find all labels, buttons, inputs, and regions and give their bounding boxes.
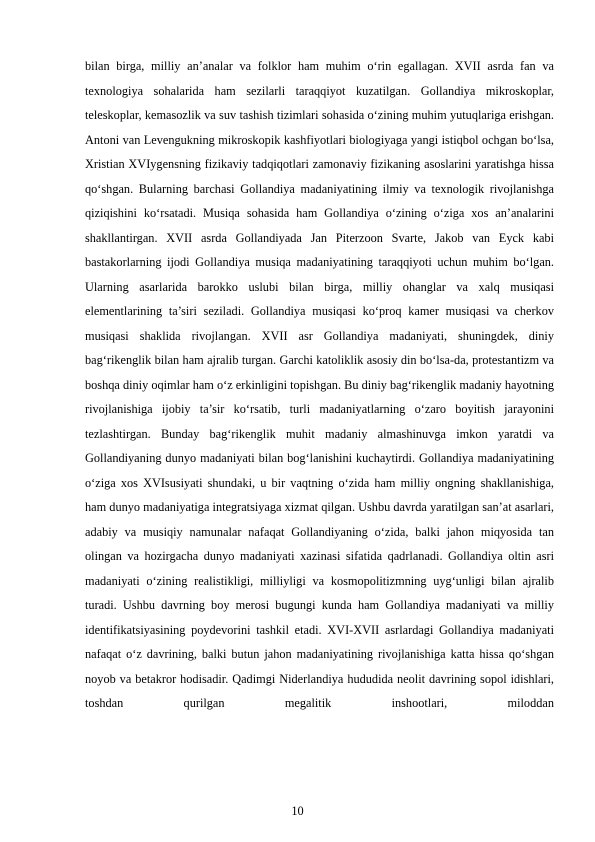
body-paragraph: bilan birga, milliy an’analar va folklor ham muhim o‘rin egallagan. XVII asrda fan va texnologiya sohalarida ham sezilarli taraqqiyot kuzatilgan. Gollandiya mikroskoplar, teleskoplar, kemasozlik va suv tashish tizimlari sohasida o‘zining muhim yutuqlariga erishgan. Antoni van Levengukning mikroskopik kashfiyotlari biologiyaga yangi istiqbol ochgan bo‘lsa, Xristian XVIygensning fizikaviy tadqiqotlari zamonaviy fizikaning asoslarini yaratishga hissa qo‘shgan. Bularning barchasi Gollandiya madaniyatining ilmiy va texnologik rivojlanishga qiziqishini ko‘rsatadi. Musiqa sohasida ham Gollandiya o‘zining o‘ziga xos an’analarini shakllantirgan. XVII asrda Gollandiyada Jan Piterzoon Svarte, Jakob van Eyck kabi bastakorlarning ijodi Gollandiya musiqa madaniyatining taraqqiyoti uchun muhim bo‘lgan. Ularning asarlarida barokko uslubi bilan birga, milliy ohanglar va xalq musiqasi elementlarining ta’siri seziladi. Gollandiya musiqasi ko‘proq kamer musiqasi va cherkov musiqasi shaklida rivojlangan. XVII asr Gollandiya madaniyati, shuningdek, diniy bag‘rikenglik bilan ham ajralib turgan. Garchi katoliklik asosiy din bo‘lsa-da, protestantizm va boshqa diniy oqimlar ham o‘z erkinligini topishgan. Bu diniy bag‘rikenglik madaniy hayotning rivojlanishiga ijobiy ta’sir ko‘rsatib, turli madaniyatlarning o‘zaro boyitish jarayonini tezlashtirgan. Bunday bag‘rikenglik muhit madaniy almashinuvga imkon yaratdi va Gollandiyaning dunyo madaniyati bilan bog‘lanishini kuchaytirdi. Gollandiya madaniyatining o‘ziga xos XVIsusiyati shundaki, u bir vaqtning o‘zida ham milliy ongning shakllanishiga, ham dunyo madaniyatiga integratsiyaga xizmat qilgan. Ushbu davrda yaratilgan san’at asarlari, adabiy va musiqiy namunalar nafaqat Gollandiyaning o‘zida, balki jahon miqyosida tan olingan va hozirgacha dunyo madaniyati xazinasi sifatida qadrlanadi. Gollandiya oltin asri madaniyati o‘zining realistikligi, milliyligi va kosmopolitizmning uyg‘unligi bilan ajralib turadi. Ushbu davrning boy merosi bugungi kunda ham Gollandiya madaniyati va milliy identifikatsiyasining poydevorini tashkil etadi. XVI-XVII asrlardagi Gollandiya madaniyati nafaqat o‘z davrining, balki butun jahon madaniyatining rivojlanishiga katta hissa qo‘shgan noyob va betakror hodisadir. Qadimgi Niderlandiya hududida neolit davrining sopol idishlari, toshdan qurilgan megalitik inshootlari, miloddan bbox=[85, 59, 554, 710]
page-number: 10 bbox=[291, 804, 304, 818]
